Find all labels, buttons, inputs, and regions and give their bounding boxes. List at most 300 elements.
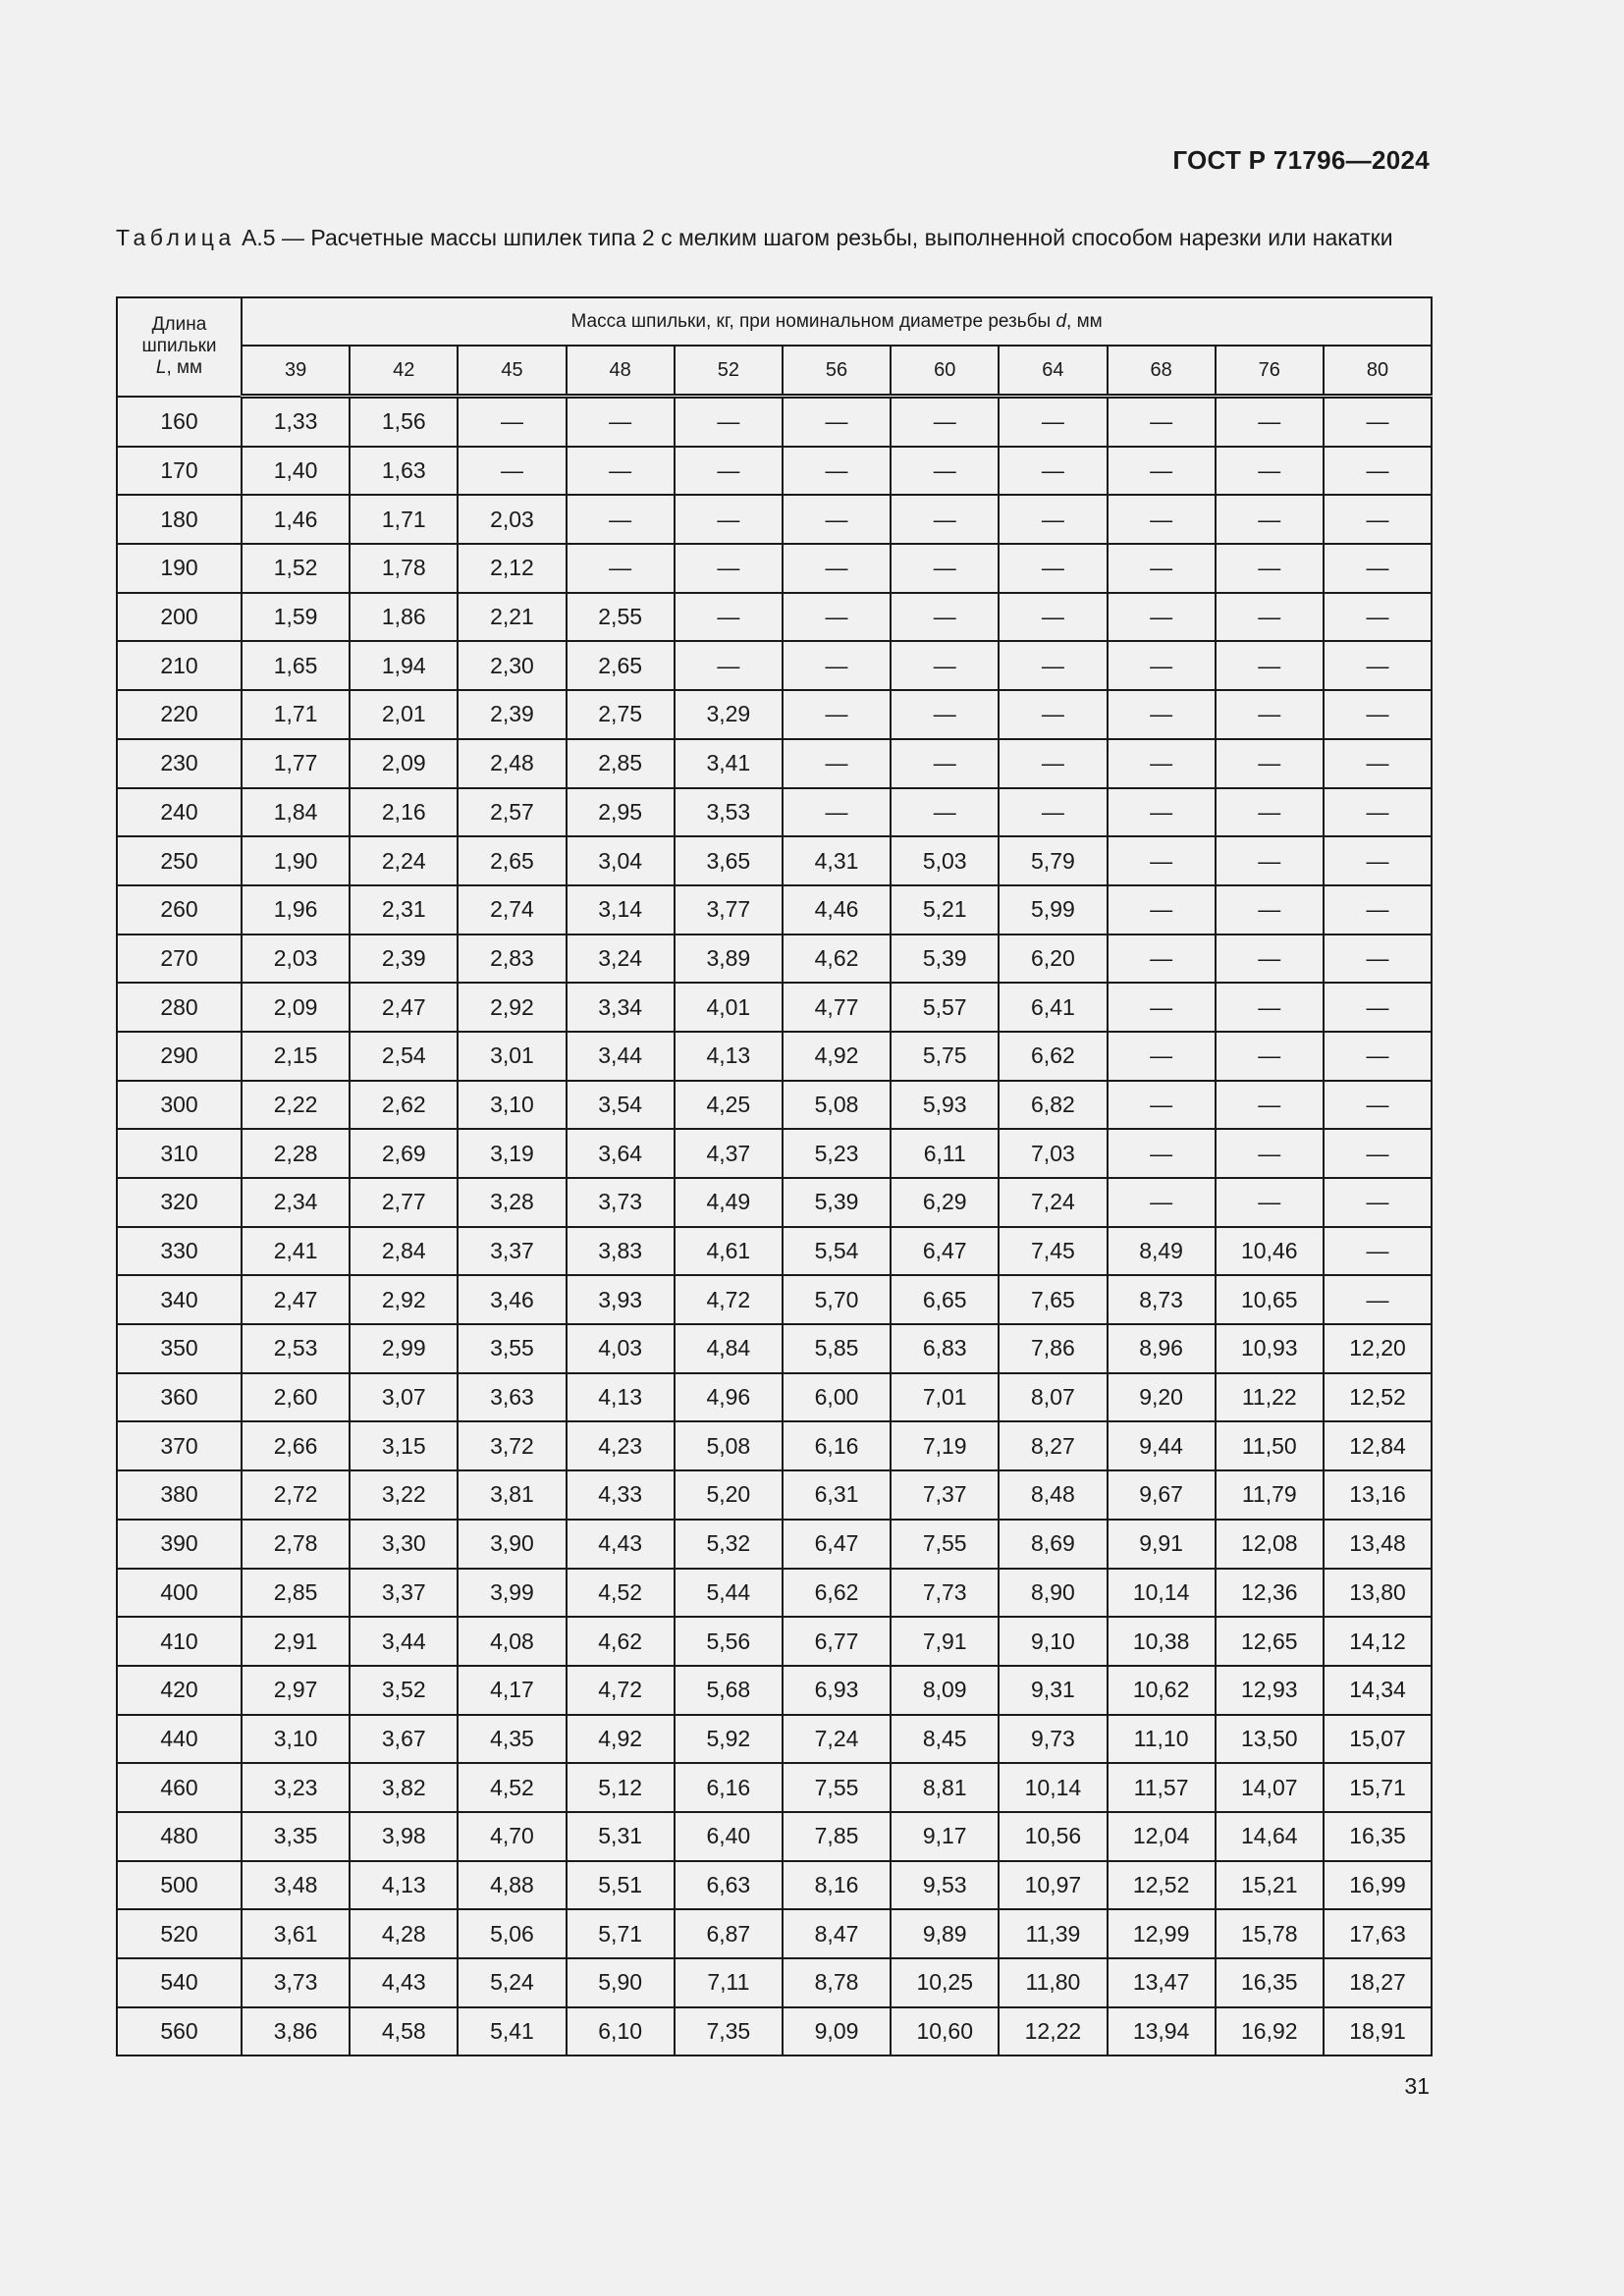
mass-cell: 2,16 xyxy=(350,788,458,837)
mass-cell: 6,16 xyxy=(783,1421,891,1470)
mass-cell: 3,73 xyxy=(242,1958,350,2007)
mass-cell: 4,43 xyxy=(567,1520,675,1569)
mass-cell: 2,01 xyxy=(350,690,458,739)
table-row xyxy=(117,1275,1432,1324)
table-row xyxy=(117,1520,1432,1569)
mass-cell: 4,92 xyxy=(567,1715,675,1764)
mass-cell: 6,65 xyxy=(891,1275,999,1324)
table-row xyxy=(117,1715,1432,1764)
mass-cell: 2,31 xyxy=(350,885,458,934)
mass-cell: — xyxy=(783,544,891,593)
mass-cell: 3,35 xyxy=(242,1812,350,1861)
mass-cell: 6,77 xyxy=(783,1617,891,1666)
mass-cell: 3,83 xyxy=(567,1227,675,1276)
mass-cell: 5,32 xyxy=(675,1520,783,1569)
mass-cell: 12,84 xyxy=(1324,1421,1432,1470)
mass-cell: 4,37 xyxy=(675,1129,783,1178)
length-cell: 260 xyxy=(117,885,242,934)
mass-cell: — xyxy=(999,495,1107,544)
mass-cell: — xyxy=(999,739,1107,788)
mass-cell: — xyxy=(675,641,783,690)
mass-cell: 3,46 xyxy=(458,1275,566,1324)
mass-cell: 2,62 xyxy=(350,1081,458,1130)
mass-cell: 1,77 xyxy=(242,739,350,788)
mass-cell: 3,82 xyxy=(350,1763,458,1812)
mass-cell: 3,81 xyxy=(458,1470,566,1520)
mass-cell: 6,00 xyxy=(783,1373,891,1422)
mass-cell: 5,79 xyxy=(999,836,1107,885)
mass-cell: — xyxy=(567,447,675,496)
mass-cell: — xyxy=(1216,690,1324,739)
mass-cell: 8,73 xyxy=(1108,1275,1216,1324)
diameter-header-cell: 56 xyxy=(783,346,891,397)
mass-cell: 3,24 xyxy=(567,934,675,984)
mass-cell: — xyxy=(1216,593,1324,642)
mass-cell: 7,73 xyxy=(891,1569,999,1618)
table-row xyxy=(117,1617,1432,1666)
mass-cell: 3,90 xyxy=(458,1520,566,1569)
length-header-line1: Длина xyxy=(151,314,207,336)
table-row xyxy=(117,934,1432,984)
mass-cell: — xyxy=(783,447,891,496)
mass-cell: — xyxy=(1108,1032,1216,1081)
mass-cell: 10,65 xyxy=(1216,1275,1324,1324)
length-cell: 240 xyxy=(117,788,242,837)
mass-cell: 2,66 xyxy=(242,1421,350,1470)
mass-cell: 3,22 xyxy=(350,1470,458,1520)
mass-cell: 5,20 xyxy=(675,1470,783,1520)
mass-cell: 3,41 xyxy=(675,739,783,788)
mass-cell: 13,47 xyxy=(1108,1958,1216,2007)
mass-cell: 13,80 xyxy=(1324,1569,1432,1618)
mass-cell: — xyxy=(1108,885,1216,934)
table-row xyxy=(117,836,1432,885)
mass-cell: 8,96 xyxy=(1108,1324,1216,1373)
mass-cell: 12,52 xyxy=(1108,1861,1216,1910)
mass-cell: 9,10 xyxy=(999,1617,1107,1666)
table-row xyxy=(117,788,1432,837)
mass-cell: 2,12 xyxy=(458,544,566,593)
mass-cell: 7,86 xyxy=(999,1324,1107,1373)
mass-cell: 9,31 xyxy=(999,1666,1107,1715)
mass-cell: — xyxy=(891,641,999,690)
mass-cell: — xyxy=(567,544,675,593)
mass-cell: 2,95 xyxy=(567,788,675,837)
mass-cell: 10,62 xyxy=(1108,1666,1216,1715)
mass-cell: 3,15 xyxy=(350,1421,458,1470)
table-row xyxy=(117,1812,1432,1861)
mass-cell: — xyxy=(675,544,783,593)
mass-cell: 4,13 xyxy=(350,1861,458,1910)
mass-cell: — xyxy=(458,397,566,447)
mass-cell: 4,03 xyxy=(567,1324,675,1373)
mass-cell: — xyxy=(1108,1129,1216,1178)
mass-cell: 2,53 xyxy=(242,1324,350,1373)
mass-cell: — xyxy=(1108,1178,1216,1227)
mass-cell: — xyxy=(891,447,999,496)
mass-cell: 6,47 xyxy=(783,1520,891,1569)
diameter-header-cell: 76 xyxy=(1216,346,1324,397)
mass-cell: 5,21 xyxy=(891,885,999,934)
mass-cell: 1,59 xyxy=(242,593,350,642)
mass-cell: — xyxy=(1108,690,1216,739)
mass-cell: — xyxy=(567,495,675,544)
mass-cell: 5,54 xyxy=(783,1227,891,1276)
mass-cell: 2,03 xyxy=(458,495,566,544)
mass-cell: 3,37 xyxy=(350,1569,458,1618)
mass-cell: 12,99 xyxy=(1108,1909,1216,1958)
mass-cell: 4,88 xyxy=(458,1861,566,1910)
length-cell: 190 xyxy=(117,544,242,593)
mass-cell: — xyxy=(1324,983,1432,1032)
mass-cell: 1,33 xyxy=(242,397,350,447)
mass-cell: 3,54 xyxy=(567,1081,675,1130)
length-cell: 290 xyxy=(117,1032,242,1081)
mass-cell: — xyxy=(1216,397,1324,447)
length-cell: 360 xyxy=(117,1373,242,1422)
length-cell: 170 xyxy=(117,447,242,496)
mass-cell: 2,60 xyxy=(242,1373,350,1422)
mass-cell: 1,84 xyxy=(242,788,350,837)
mass-cell: 2,24 xyxy=(350,836,458,885)
table-row xyxy=(117,593,1432,642)
mass-cell: 7,65 xyxy=(999,1275,1107,1324)
length-cell: 500 xyxy=(117,1861,242,1910)
mass-cell: 6,62 xyxy=(999,1032,1107,1081)
mass-cell: — xyxy=(783,495,891,544)
mass-cell: 8,78 xyxy=(783,1958,891,2007)
mass-cell: 5,51 xyxy=(567,1861,675,1910)
length-cell: 400 xyxy=(117,1569,242,1618)
mass-cell: — xyxy=(1216,885,1324,934)
mass-cell: 3,37 xyxy=(458,1227,566,1276)
mass-cell: — xyxy=(783,641,891,690)
mass-cell: 4,96 xyxy=(675,1373,783,1422)
length-header-var: L xyxy=(155,357,167,379)
length-cell: 340 xyxy=(117,1275,242,1324)
mass-cell: — xyxy=(675,447,783,496)
mass-cell: 3,55 xyxy=(458,1324,566,1373)
mass-cell: — xyxy=(1324,1129,1432,1178)
length-cell: 310 xyxy=(117,1129,242,1178)
mass-cell: 2,69 xyxy=(350,1129,458,1178)
table-row xyxy=(117,1763,1432,1812)
mass-cell: — xyxy=(1108,593,1216,642)
mass-cell: 5,39 xyxy=(783,1178,891,1227)
mass-cell: 4,28 xyxy=(350,1909,458,1958)
mass-cell: 16,35 xyxy=(1324,1812,1432,1861)
mass-cell: — xyxy=(891,739,999,788)
mass-cell: 6,83 xyxy=(891,1324,999,1373)
mass-cell: 7,24 xyxy=(999,1178,1107,1227)
mass-cell: 10,46 xyxy=(1216,1227,1324,1276)
mass-cell: 7,55 xyxy=(891,1520,999,1569)
mass-cell: — xyxy=(1324,1227,1432,1276)
length-cell: 440 xyxy=(117,1715,242,1764)
length-cell: 560 xyxy=(117,2007,242,2056)
mass-cell: 3,07 xyxy=(350,1373,458,1422)
mass-cell: 2,54 xyxy=(350,1032,458,1081)
mass-cell: 6,11 xyxy=(891,1129,999,1178)
mass-cell: 3,89 xyxy=(675,934,783,984)
mass-cell: — xyxy=(1324,1275,1432,1324)
mass-cell: 16,35 xyxy=(1216,1958,1324,2007)
mass-cell: 2,65 xyxy=(567,641,675,690)
mass-cell: 2,09 xyxy=(242,983,350,1032)
mass-cell: 3,44 xyxy=(350,1617,458,1666)
length-cell: 270 xyxy=(117,934,242,984)
mass-cell: 7,45 xyxy=(999,1227,1107,1276)
mass-cell: — xyxy=(1216,495,1324,544)
table-row xyxy=(117,1081,1432,1130)
mass-cell: 4,70 xyxy=(458,1812,566,1861)
mass-cell: 5,08 xyxy=(783,1081,891,1130)
mass-cell: — xyxy=(675,593,783,642)
mass-cell: 2,85 xyxy=(567,739,675,788)
table-caption xyxy=(116,224,1432,252)
mass-cell: 2,39 xyxy=(458,690,566,739)
mass-cell: 10,56 xyxy=(999,1812,1107,1861)
mass-cell: 17,63 xyxy=(1324,1909,1432,1958)
mass-cell: — xyxy=(1324,690,1432,739)
mass-cell: — xyxy=(1108,983,1216,1032)
mass-cell: 13,50 xyxy=(1216,1715,1324,1764)
length-cell: 350 xyxy=(117,1324,242,1373)
length-cell: 380 xyxy=(117,1470,242,1520)
mass-cell: 12,52 xyxy=(1324,1373,1432,1422)
mass-cell: — xyxy=(1108,397,1216,447)
table-row xyxy=(117,739,1432,788)
mass-cell: — xyxy=(999,788,1107,837)
mass-cell: 2,97 xyxy=(242,1666,350,1715)
mass-cell: 6,87 xyxy=(675,1909,783,1958)
table-header xyxy=(117,297,1432,397)
mass-cell: 7,35 xyxy=(675,2007,783,2056)
length-cell: 280 xyxy=(117,983,242,1032)
diameter-header-cell: 39 xyxy=(242,346,350,397)
mass-header-unit: , мм xyxy=(1066,310,1103,332)
table-row xyxy=(117,1569,1432,1618)
mass-cell: 2,55 xyxy=(567,593,675,642)
mass-cell: 3,44 xyxy=(567,1032,675,1081)
mass-cell: — xyxy=(999,690,1107,739)
mass-cell: 11,80 xyxy=(999,1958,1107,2007)
mass-cell: — xyxy=(999,544,1107,593)
mass-cell: 1,65 xyxy=(242,641,350,690)
mass-cell: 2,47 xyxy=(242,1275,350,1324)
length-cell: 230 xyxy=(117,739,242,788)
mass-cell: 6,29 xyxy=(891,1178,999,1227)
table-row xyxy=(117,1324,1432,1373)
mass-header-var: d xyxy=(1056,310,1067,332)
mass-cell: 4,08 xyxy=(458,1617,566,1666)
mass-cell: 1,46 xyxy=(242,495,350,544)
mass-cell: 9,17 xyxy=(891,1812,999,1861)
mass-cell: — xyxy=(1324,447,1432,496)
mass-cell: 3,30 xyxy=(350,1520,458,1569)
mass-cell: 11,10 xyxy=(1108,1715,1216,1764)
mass-cell: 9,09 xyxy=(783,2007,891,2056)
mass-cell: 10,93 xyxy=(1216,1324,1324,1373)
mass-cell: 4,17 xyxy=(458,1666,566,1715)
mass-cell: 4,25 xyxy=(675,1081,783,1130)
length-cell: 520 xyxy=(117,1909,242,1958)
mass-cell: 11,22 xyxy=(1216,1373,1324,1422)
mass-cell: 14,34 xyxy=(1324,1666,1432,1715)
mass-cell: 13,94 xyxy=(1108,2007,1216,2056)
mass-cell: 14,64 xyxy=(1216,1812,1324,1861)
mass-cell: 4,01 xyxy=(675,983,783,1032)
mass-cell: 5,24 xyxy=(458,1958,566,2007)
mass-cell: 12,65 xyxy=(1216,1617,1324,1666)
mass-cell: 7,24 xyxy=(783,1715,891,1764)
mass-cell: — xyxy=(1108,934,1216,984)
mass-cell: 3,93 xyxy=(567,1275,675,1324)
mass-cell: 9,73 xyxy=(999,1715,1107,1764)
mass-cell: 4,13 xyxy=(567,1373,675,1422)
mass-cell: 4,43 xyxy=(350,1958,458,2007)
mass-cell: 8,47 xyxy=(783,1909,891,1958)
document-code: ГОСТ Р 71796—2024 xyxy=(1172,145,1430,175)
mass-cell: 5,08 xyxy=(675,1421,783,1470)
mass-cell: 12,36 xyxy=(1216,1569,1324,1618)
mass-cell: 10,25 xyxy=(891,1958,999,2007)
mass-cell: 4,72 xyxy=(567,1666,675,1715)
mass-cell: 7,19 xyxy=(891,1421,999,1470)
mass-cell: 4,84 xyxy=(675,1324,783,1373)
mass-cell: — xyxy=(999,397,1107,447)
mass-cell: 2,09 xyxy=(350,739,458,788)
mass-cell: — xyxy=(1216,983,1324,1032)
mass-cell: — xyxy=(999,593,1107,642)
mass-cell: 7,91 xyxy=(891,1617,999,1666)
mass-cell: 4,35 xyxy=(458,1715,566,1764)
mass-cell: 4,61 xyxy=(675,1227,783,1276)
table-row xyxy=(117,2007,1432,2056)
mass-cell: 5,39 xyxy=(891,934,999,984)
mass-cell: 2,03 xyxy=(242,934,350,984)
mass-cell: — xyxy=(1324,739,1432,788)
mass-cell: 5,03 xyxy=(891,836,999,885)
mass-cell: 2,83 xyxy=(458,934,566,984)
mass-cell: — xyxy=(1216,836,1324,885)
length-header-unit: , мм xyxy=(166,357,203,379)
mass-table xyxy=(116,296,1433,2056)
mass-cell: 3,23 xyxy=(242,1763,350,1812)
mass-cell: 4,77 xyxy=(783,983,891,1032)
mass-cell: 9,53 xyxy=(891,1861,999,1910)
mass-cell: 6,93 xyxy=(783,1666,891,1715)
mass-cell: 11,39 xyxy=(999,1909,1107,1958)
mass-cell: 1,63 xyxy=(350,447,458,496)
diameter-header-cell: 52 xyxy=(675,346,783,397)
mass-cell: 2,57 xyxy=(458,788,566,837)
mass-cell: — xyxy=(1216,1178,1324,1227)
mass-cell: 6,41 xyxy=(999,983,1107,1032)
mass-cell: 5,68 xyxy=(675,1666,783,1715)
length-cell: 320 xyxy=(117,1178,242,1227)
mass-cell: 5,31 xyxy=(567,1812,675,1861)
mass-cell: — xyxy=(1216,1129,1324,1178)
table-row xyxy=(117,690,1432,739)
table-row xyxy=(117,1178,1432,1227)
mass-cell: — xyxy=(891,593,999,642)
mass-cell: 2,77 xyxy=(350,1178,458,1227)
table-caption-label: Таблица xyxy=(116,225,236,250)
mass-cell: 10,60 xyxy=(891,2007,999,2056)
diameter-header-cell: 42 xyxy=(350,346,458,397)
mass-cell: 5,56 xyxy=(675,1617,783,1666)
mass-cell: 16,92 xyxy=(1216,2007,1324,2056)
mass-cell: 5,85 xyxy=(783,1324,891,1373)
mass-cell: 6,10 xyxy=(567,2007,675,2056)
length-cell: 480 xyxy=(117,1812,242,1861)
table-row xyxy=(117,1032,1432,1081)
mass-cell: 2,21 xyxy=(458,593,566,642)
mass-cell: — xyxy=(783,788,891,837)
table-row xyxy=(117,1373,1432,1422)
mass-cell: — xyxy=(783,593,891,642)
mass-cell: 11,79 xyxy=(1216,1470,1324,1520)
mass-cell: — xyxy=(891,495,999,544)
mass-cell: 2,39 xyxy=(350,934,458,984)
mass-cell: — xyxy=(1108,739,1216,788)
mass-cell: 2,22 xyxy=(242,1081,350,1130)
mass-cell: 3,53 xyxy=(675,788,783,837)
mass-cell: 8,49 xyxy=(1108,1227,1216,1276)
mass-cell: 3,99 xyxy=(458,1569,566,1618)
mass-cell: — xyxy=(1216,1081,1324,1130)
length-cell: 250 xyxy=(117,836,242,885)
mass-cell: 6,16 xyxy=(675,1763,783,1812)
mass-cell: 1,52 xyxy=(242,544,350,593)
mass-cell: 3,61 xyxy=(242,1909,350,1958)
mass-cell: 1,94 xyxy=(350,641,458,690)
mass-cell: 4,52 xyxy=(458,1763,566,1812)
table-row xyxy=(117,1421,1432,1470)
mass-cell: 2,34 xyxy=(242,1178,350,1227)
table-row xyxy=(117,641,1432,690)
mass-cell: — xyxy=(891,544,999,593)
mass-cell: 12,08 xyxy=(1216,1520,1324,1569)
mass-cell: 3,73 xyxy=(567,1178,675,1227)
length-cell: 180 xyxy=(117,495,242,544)
mass-cell: 2,74 xyxy=(458,885,566,934)
mass-cell: — xyxy=(1324,836,1432,885)
mass-cell: — xyxy=(1216,447,1324,496)
mass-cell: 1,71 xyxy=(350,495,458,544)
mass-cell: 3,64 xyxy=(567,1129,675,1178)
mass-cell: 4,52 xyxy=(567,1569,675,1618)
table-row xyxy=(117,885,1432,934)
mass-column-header xyxy=(242,297,1432,346)
mass-cell: — xyxy=(1324,495,1432,544)
mass-cell: 3,77 xyxy=(675,885,783,934)
mass-cell: 3,19 xyxy=(458,1129,566,1178)
mass-cell: — xyxy=(1108,1081,1216,1130)
mass-cell: 4,72 xyxy=(675,1275,783,1324)
mass-cell: 3,52 xyxy=(350,1666,458,1715)
mass-cell: 3,28 xyxy=(458,1178,566,1227)
mass-cell: 8,81 xyxy=(891,1763,999,1812)
mass-cell: — xyxy=(783,397,891,447)
mass-cell: 5,93 xyxy=(891,1081,999,1130)
length-cell: 220 xyxy=(117,690,242,739)
mass-cell: 8,27 xyxy=(999,1421,1107,1470)
mass-cell: 9,89 xyxy=(891,1909,999,1958)
mass-cell: 13,48 xyxy=(1324,1520,1432,1569)
length-cell: 160 xyxy=(117,397,242,447)
